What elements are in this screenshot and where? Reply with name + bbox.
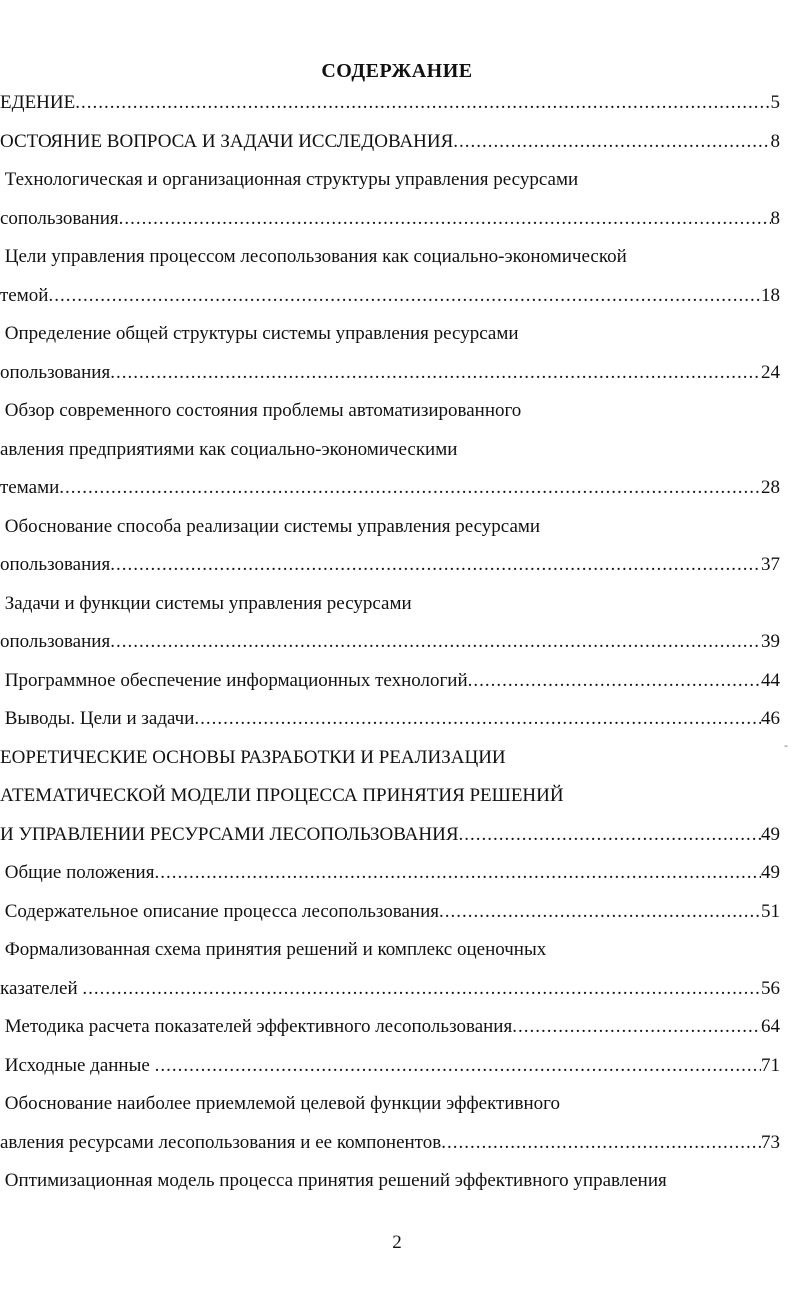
page-number: 2 xyxy=(392,1232,402,1253)
toc-entry-text: Исходные данные xyxy=(0,1054,155,1076)
toc-page-number: 28 xyxy=(761,477,780,498)
toc-entry-text: Содержательное описание процесса лесопользования xyxy=(0,900,439,922)
toc-line xyxy=(0,899,780,925)
toc-leader-dots xyxy=(48,283,761,309)
toc-entry-text: Обоснование способа реализации системы управления ресурсами xyxy=(0,515,541,537)
toc-line xyxy=(0,860,780,886)
toc-line xyxy=(0,167,794,193)
toc-page-number: 56 xyxy=(761,977,780,999)
toc-line xyxy=(0,244,794,270)
toc-line xyxy=(0,706,780,732)
toc-line xyxy=(0,321,794,347)
toc-leader-dots xyxy=(459,822,761,848)
toc-line xyxy=(0,1130,780,1156)
toc-entry-text: Методика расчета показателей эффективного лесопользования xyxy=(0,1016,513,1037)
toc-leader-dots xyxy=(453,129,770,155)
toc-leader-dots xyxy=(119,206,771,232)
toc-line xyxy=(0,129,780,155)
toc-line xyxy=(0,629,780,655)
toc-page-number: 8 xyxy=(770,130,780,152)
toc-line xyxy=(0,822,780,848)
toc-line xyxy=(0,514,794,540)
toc-entry-text: Технологическая и организационная структуры управления ресурсами xyxy=(0,169,579,190)
toc-entry-text: Обоснование наиболее приемлемой целевой функции эффективного xyxy=(0,1093,560,1114)
toc-line xyxy=(0,591,794,617)
toc-leader-dots xyxy=(82,976,761,1002)
toc-line xyxy=(0,90,780,116)
toc-line xyxy=(0,552,780,578)
toc-entry-text: И УПРАВЛЕНИИ РЕСУРСАМИ ЛЕСОПОЛЬЗОВАНИЯ xyxy=(0,823,459,845)
toc-line xyxy=(0,1053,780,1079)
toc-line xyxy=(0,360,780,386)
toc-entry-text: Оптимизационная модель процесса принятия решений эффективного управления xyxy=(0,1170,667,1191)
toc-page-number: 24 xyxy=(761,361,780,383)
toc-line xyxy=(0,668,780,694)
toc-entry-text: Выводы. Цели и задачи xyxy=(0,708,195,729)
toc-line xyxy=(0,437,794,463)
toc-page-number: 49 xyxy=(761,823,780,845)
toc-leader-dots xyxy=(75,90,770,116)
toc-entry-text: ЕДЕНИЕ xyxy=(0,92,76,113)
toc-line xyxy=(0,1091,794,1117)
toc-entry-text: сопользования xyxy=(0,207,119,229)
toc-leader-dots xyxy=(468,668,761,694)
toc-leader-dots xyxy=(110,552,761,578)
toc-leader-dots xyxy=(154,860,761,886)
toc-line xyxy=(0,745,794,771)
toc-leader-dots xyxy=(110,629,761,655)
toc-line xyxy=(0,937,794,963)
toc-entry-text: казателей xyxy=(0,977,83,999)
toc-page-number: 39 xyxy=(761,631,780,652)
toc-line xyxy=(0,1014,780,1040)
toc-page-number: 44 xyxy=(761,669,780,691)
toc-entry-text: Общие положения xyxy=(0,862,155,883)
toc-page-number: 49 xyxy=(761,862,780,883)
toc-entry-text: авления предприятиями как социально-экономическими xyxy=(0,438,458,460)
toc-page-number: 46 xyxy=(761,708,780,729)
toc-page-number: 37 xyxy=(761,554,780,575)
toc-entry-text: авления ресурсами лесопользования и ее компонентов xyxy=(0,1131,442,1153)
toc-entry-text: ОСТОЯНИЕ ВОПРОСА И ЗАДАЧИ ИССЛЕДОВАНИЯ xyxy=(0,130,454,152)
toc-leader-dots xyxy=(441,1130,761,1156)
toc-line xyxy=(0,475,780,501)
toc-line xyxy=(0,206,780,232)
toc-entry-text: ЕОРЕТИЧЕСКИЕ ОСНОВЫ РАЗРАБОТКИ И РЕАЛИЗАЦИИ xyxy=(0,746,506,768)
toc-entry-text: Цели управления процессом лесопользования как социально-экономической xyxy=(0,246,627,267)
toc-entry-text: АТЕМАТИЧЕСКОЙ МОДЕЛИ ПРОЦЕССА ПРИНЯТИЯ РЕШЕНИЙ xyxy=(0,785,564,806)
page-title: СОДЕРЖАНИЕ xyxy=(321,60,473,82)
toc-leader-dots xyxy=(439,899,761,925)
toc-line xyxy=(0,783,794,809)
toc-line xyxy=(0,976,780,1002)
toc-line xyxy=(0,1168,794,1194)
toc-page-number: 73 xyxy=(761,1131,780,1153)
toc-page-number: 64 xyxy=(761,1016,780,1037)
toc-page-number: 51 xyxy=(761,900,780,922)
toc-line xyxy=(0,398,794,424)
toc-leader-dots xyxy=(110,360,761,386)
toc-entry-text: Обзор современного состояния проблемы автоматизированного xyxy=(0,400,522,421)
toc-entry-text: опользования xyxy=(0,361,111,383)
toc-entry-text: Программное обеспечение информационных технологий xyxy=(0,669,468,691)
toc-leader-dots xyxy=(59,475,761,501)
toc-line xyxy=(0,283,780,309)
toc-page-number: 71 xyxy=(761,1054,780,1076)
margin-mark: - xyxy=(784,738,788,752)
toc-page-number: 8 xyxy=(770,207,780,229)
toc-entry-text: Задачи и функции системы управления ресурсами xyxy=(0,592,412,614)
toc-entry-text: Определение общей структуры системы управления ресурсами xyxy=(0,323,519,344)
toc-entry-text: опользования xyxy=(0,631,111,652)
toc-page-number: 5 xyxy=(770,92,780,113)
toc-entry-text: Формализованная схема принятия решений и комплекс оценочных xyxy=(0,939,547,960)
toc-leader-dots xyxy=(194,706,761,732)
toc-entry-text: опользования xyxy=(0,554,111,575)
toc-leader-dots xyxy=(512,1014,761,1040)
toc-entry-text: темами xyxy=(0,477,60,498)
toc-leader-dots xyxy=(155,1053,761,1079)
toc-page-number: 18 xyxy=(761,284,780,306)
toc-entry-text: темой xyxy=(0,284,49,306)
